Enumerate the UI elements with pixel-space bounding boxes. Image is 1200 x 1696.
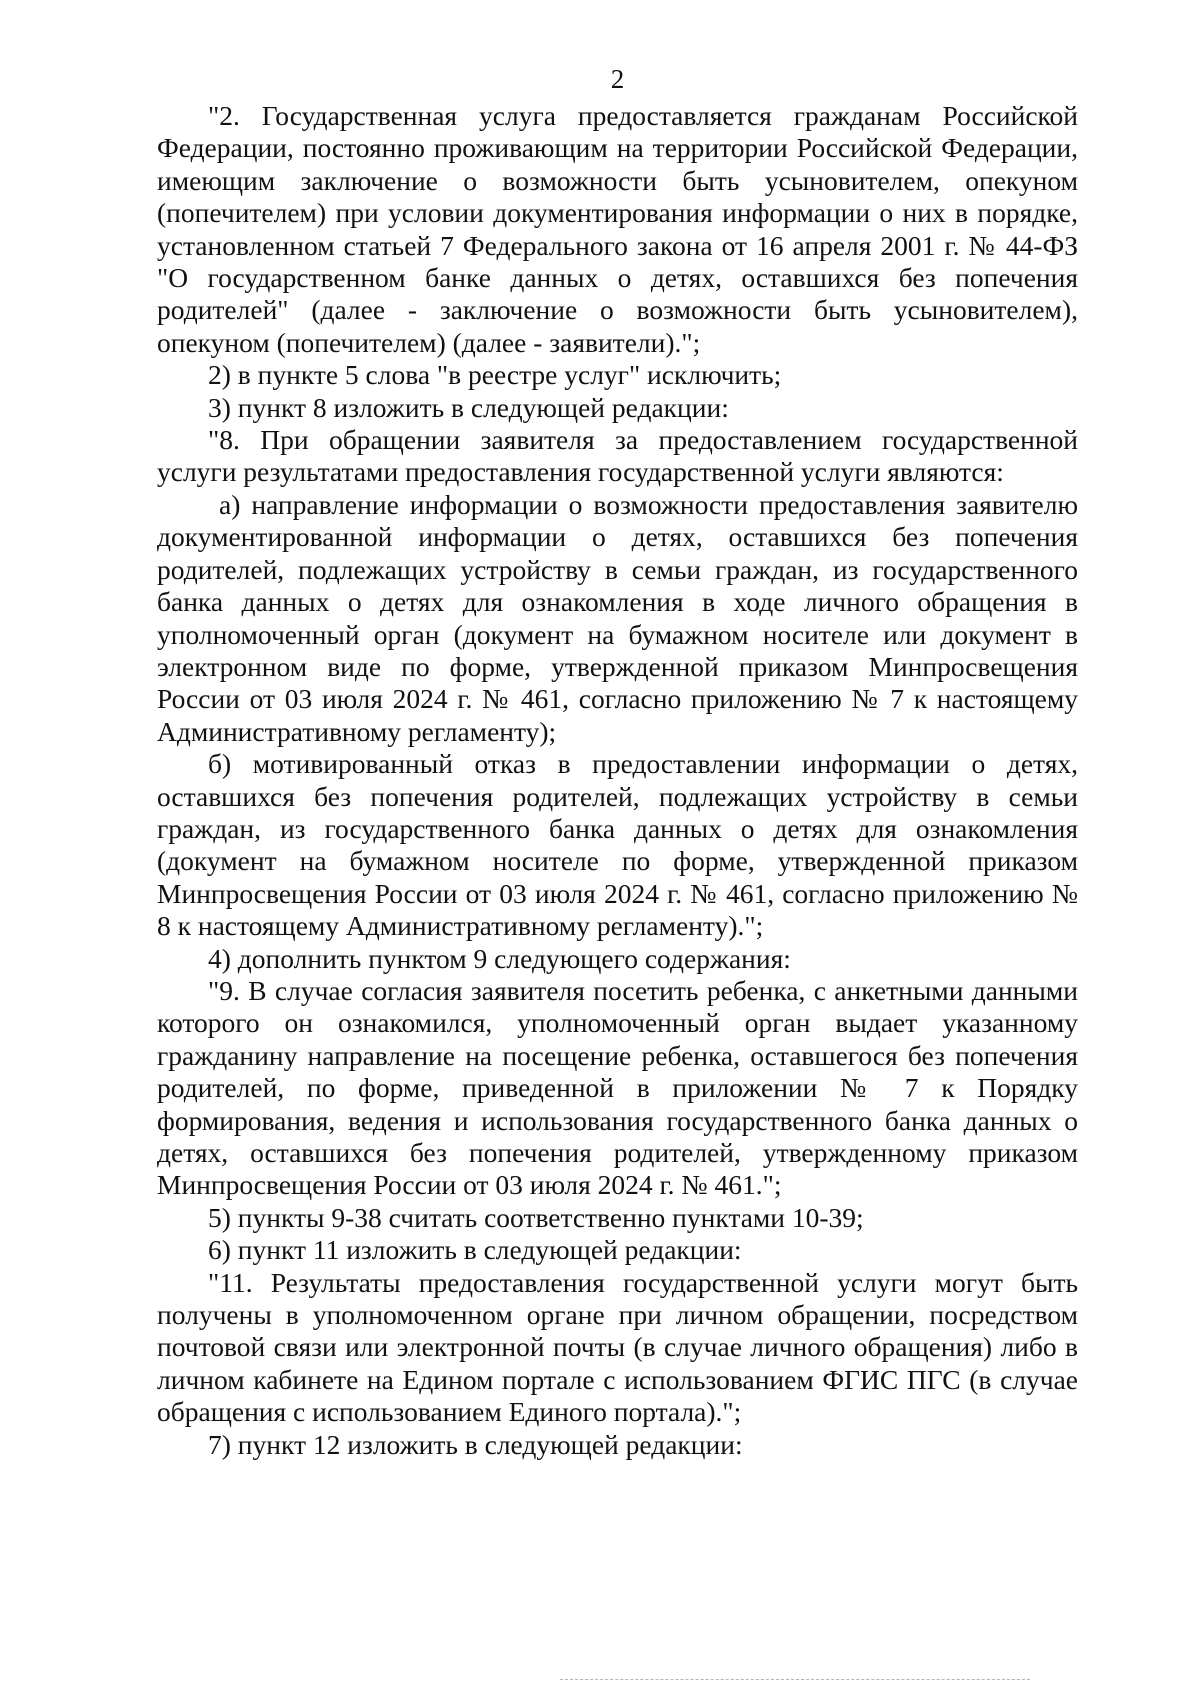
- page-number: 2: [610, 64, 625, 94]
- paragraph-clause-11-text: "11. Результаты предоставления государственной услуги могут быть получены в уполномоченном органе при личном обращении, посредством почтовой связи или электронной почты (в случае личного обращения) либо в личном кабинете на Едином портале с использованием ФГИС ПГС (в случае обращения с использованием Единого портала).";: [157, 1266, 1078, 1428]
- paragraph-item-2: 2) в пункте 5 слова "в реестре услуг" исключить;: [208, 359, 782, 391]
- paragraph-item-6: 6) пункт 11 изложить в следующей редакции:: [208, 1234, 742, 1266]
- paragraph-clause-9-text: "9. В случае согласия заявителя посетить ребенка, с анкетными данными которого он ознакомился, уполномоченный орган выдает указанному гражданину направление на посещение ребенка, оставшегося без попечения родителей, по форме, приведенной в приложении № 7 к Порядку формирования, ведения и использования государственного банка данных о детях, оставшихся без попечения родителей, утвержденному приказом Минпросвещения России от 03 июля 2024 г. № 461.";: [157, 974, 1078, 1201]
- paragraph-subitem-a: а) направление информации о возможности предоставления заявителю документированной информации о детях, оставшихся без попечения родителей, подлежащих устройству в семьи граждан, из государственного банка данных о детях для ознакомления в ходе личного обращения в уполномоченный орган (документ на бумажном носителе или документ в электронном виде по форме, утвержденной приказом Минпросвещения России от 03 июля 2024 г. № 461, согласно приложению № 7 к настоящему Административному регламенту);: [157, 488, 1078, 747]
- paragraph-item-3: 3) пункт 8 изложить в следующей редакции:: [208, 391, 729, 423]
- paragraph-item-5: 5) пункты 9-38 считать соответственно пунктами 10-39;: [208, 1201, 864, 1233]
- paragraph-clause-8-text: "8. При обращении заявителя за предоставлением государственной услуги результатами предоставления государственной услуги являются:: [157, 424, 1078, 488]
- paragraph-item-7: 7) пункт 12 изложить в следующей редакции:: [208, 1428, 743, 1460]
- paragraph-subitem-b: б) мотивированный отказ в предоставлении информации о детях, оставшихся без попечения родителей, подлежащих устройству в семьи граждан, из государственного банка данных о детях для ознакомления (документ на бумажном носителе по форме, утвержденной приказом Минпросвещения России от 03 июля 2024 г. № 461, согласно приложению № 8 к настоящему Административному регламенту).";: [157, 748, 1078, 942]
- scan-artifact-line: [560, 1679, 1030, 1680]
- paragraph-clause-2-text: "2. Государственная услуга предоставляется гражданам Российской Федерации, постоянно проживающим на территории Российской Федерации, имеющим заключение о возможности быть усыновителем, опекуном (попечителем) при условии документирования информации о них в порядке, установленном статьей 7 Федерального закона от 16 апреля 2001 г. № 44-ФЗ "О государственном банке данных о детях, оставшихся без попечения родителей" (далее - заключение о возможности быть усыновителем), опекуном (попечителем) (далее - заявители).";: [157, 100, 1078, 358]
- paragraph-item-4: 4) дополнить пунктом 9 следующего содержания:: [208, 942, 791, 974]
